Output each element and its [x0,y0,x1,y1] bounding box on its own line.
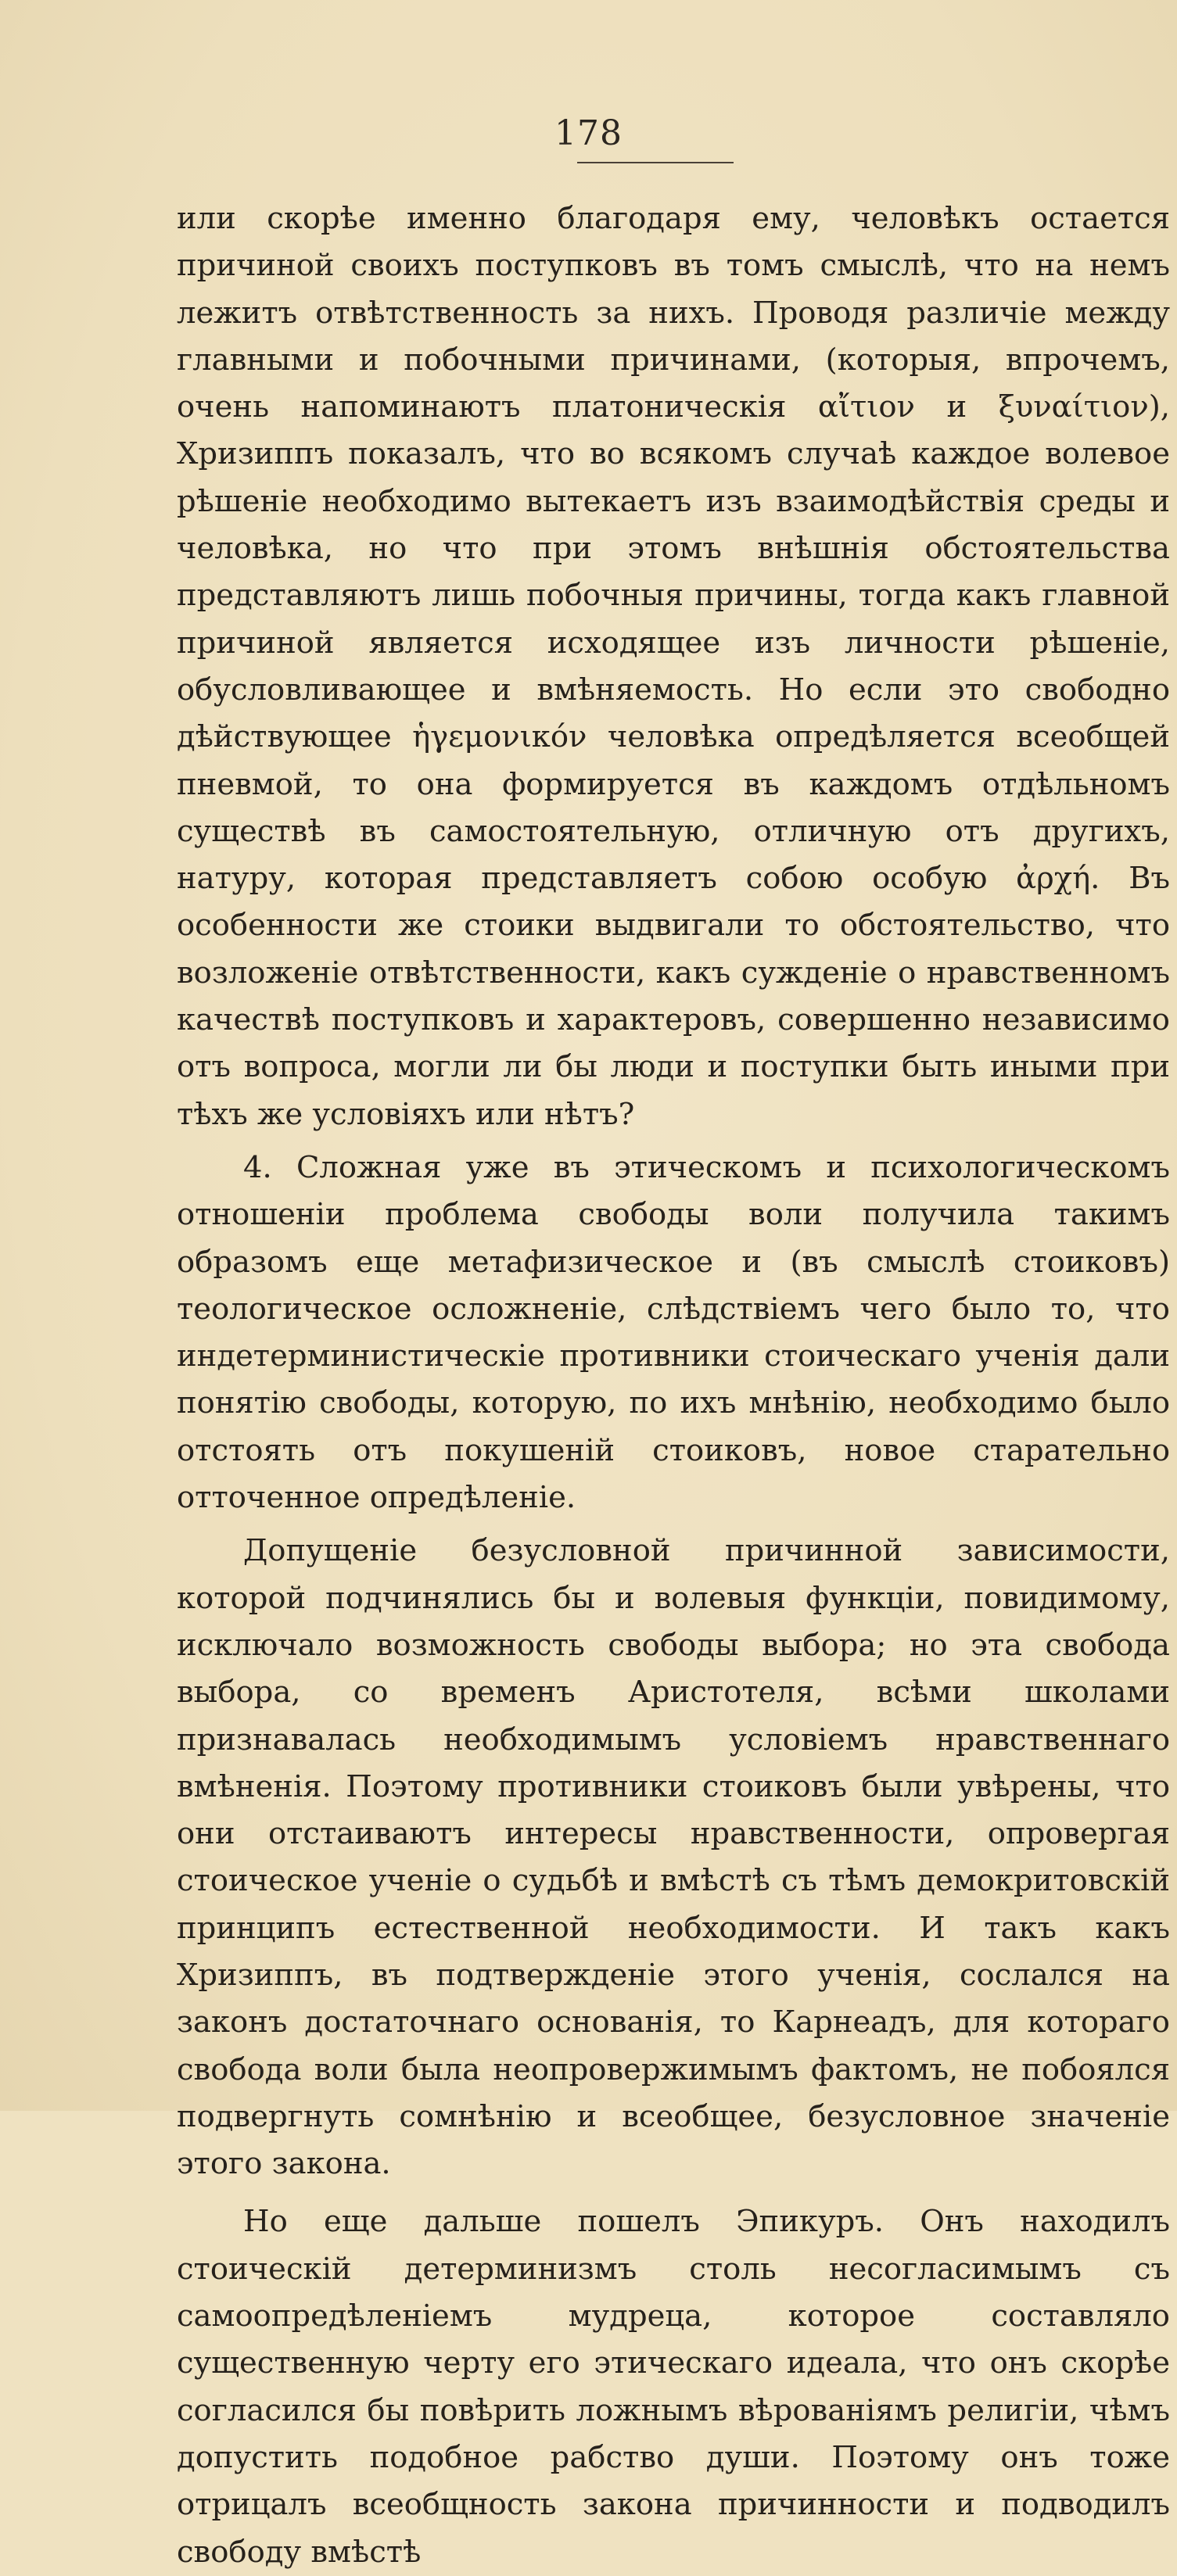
page-number-rule [577,162,734,163]
paragraph-3: Допущеніе безусловной причинной зависимости, которой подчинялись бы и волевыя функціи, повидимому, исключало возможность свободы выбора; но эта свобода выбора, со временъ Аристотеля, всѣми школами признавалась необходимымъ условіемъ нравственнаго вмѣненія. Поэтому противники стоиковъ были увѣрены, что они отстаиваютъ интересы нравственности, опровергая стоическое ученіе о судьбѣ и вмѣстѣ съ тѣмъ демокритовскій принципъ естественной необходимости. И такъ какъ Хризиппъ, въ подтвержденіе этого ученія, сослался на законъ достаточнаго основанія, то Карнеадъ, для котораго свобода воли была неопровержимымъ фактомъ, не побоялся подвергнуть сомнѣнію и всеобщее, безусловное значеніе этого закона. [177,1533,1170,2182]
paragraph-1: или скорѣе именно благодаря ему, человѣкъ остается причиной своихъ поступковъ въ томъ смыслѣ, что на немъ лежитъ отвѣтственность за нихъ. Проводя различіе между главными и побочными причинами, (которыя, впрочемъ, очень напоминаютъ платоническія αἴτιον и ξυναίτιον), Хризиппъ показалъ, что во всякомъ случаѣ каждое волевое рѣшеніе необходимо вытекаетъ изъ взаимодѣйствія среды и человѣка, но что при этомъ внѣшнія обстоятельства представляютъ лишь побочныя причины, тогда какъ главной причиной является исходящее изъ личности рѣшеніе, обусловливающее и вмѣняемость. Но если это свободно дѣйствующее ἡγεμονικόν человѣка опредѣляется всеобщей пневмой, то она формируется въ каждомъ отдѣльномъ существѣ въ самостоятельную, отличную отъ другихъ, натуру, которая представляетъ собою особую ἀρχή. Въ особенности же стоики выдвигали то обстоятельство, что возложеніе отвѣтственности, какъ сужденіе о нравственномъ качествѣ поступковъ и характеровъ, совершенно независимо отъ вопроса, могли ли бы люди и поступки быть иными при тѣхъ же условіяхъ или нѣтъ? [177,201,1170,1132]
page-number: 178 [554,113,623,153]
paragraph-4: Но еще дальше пошелъ Эпикуръ. Онъ находилъ стоическій детерминизмъ столь несогласимымъ съ самоопредѣленіемъ мудреца, которое составляло существенную черту его этическаго идеала, что онъ скорѣе согласился бы повѣрить ложнымъ вѣрованіямъ религіи, чѣмъ допустить подобное рабство души. Поэтому онъ тоже отрицалъ всеобщность закона причинности и подводилъ свободу вмѣстѣ [177,2204,1170,2570]
paragraph-gap [177,1521,1170,1528]
paragraph-gap [177,1138,1170,1145]
paragraph-gap [177,2187,1170,2198]
body-text [177,195,1170,2576]
paragraph-2: 4. Сложная уже въ этическомъ и психологическомъ отношеніи проблема свободы воли получила такимъ образомъ еще метафизическое и (въ смыслѣ стоиковъ) теологическое осложненіе, слѣдствіемъ чего было то, что индетерминистическіе противники стоическаго ученія дали понятію свободы, которую, по ихъ мнѣнію, необходимо было отстоять отъ покушеній стоиковъ, новое старательно отточенное опредѣленіе. [177,1149,1170,1516]
